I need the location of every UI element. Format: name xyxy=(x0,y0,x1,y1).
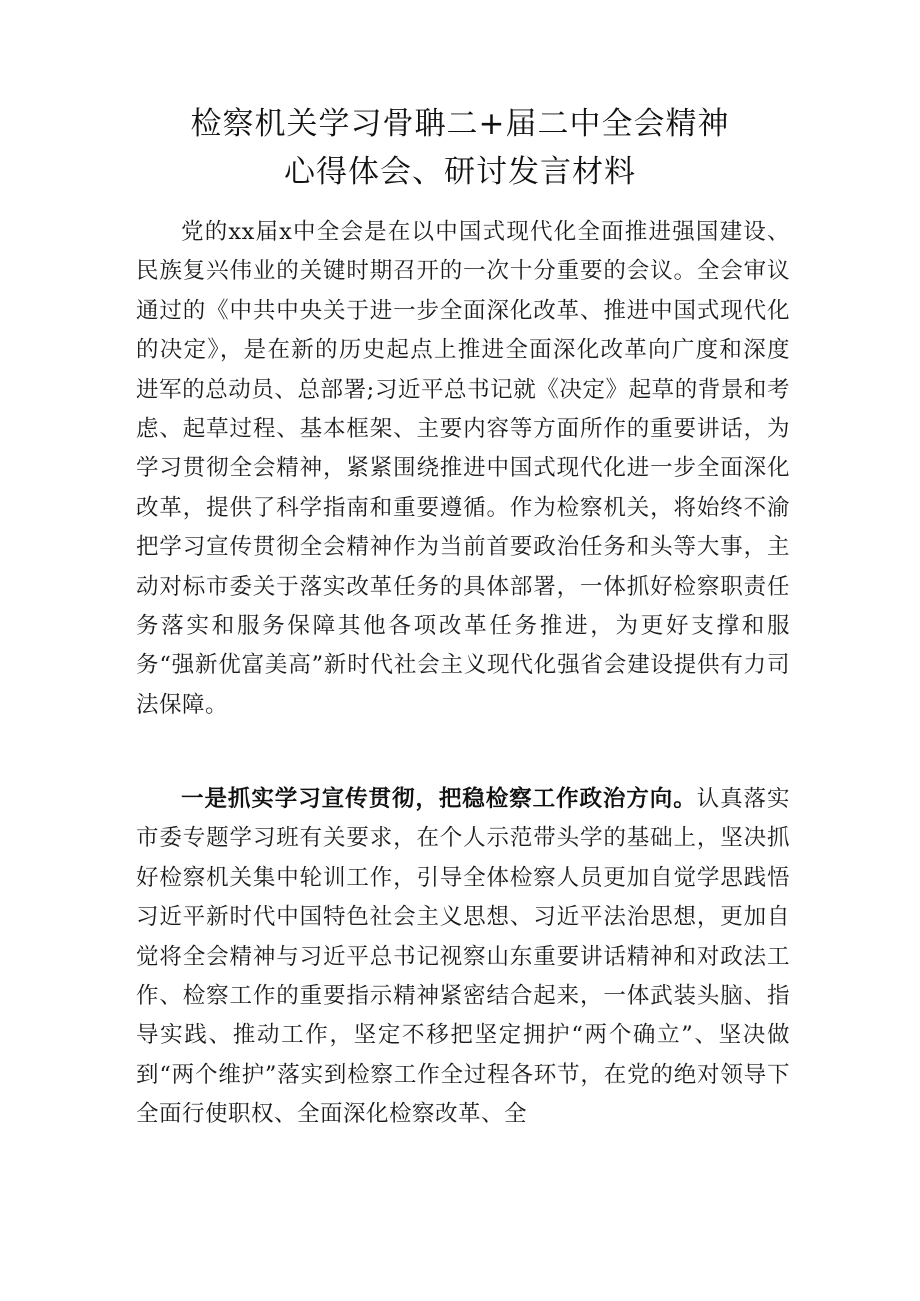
paragraph-intro: 党的xx届x中全会是在以中国式现代化全面推进强国建设、民族复兴伟业的关键时期召开的一次十分重要的会议。全会审议通过的《中共中央关于进一步全面深化改革、推进中国式现代化的决定》，是在新的历史起点上推进全面深化改革向广度和深度进军的总动员、总部署;习近平总书记就《决定》起草的背景和考虑、起草过程、基本框架、主要内容等方面所作的重要讲话，为学习贯彻全会精神，紧紧围绕推进中国式现代化进一步全面深化改革，提供了科学指南和重要遵循。作为检察机关，将始终不渝把学习宣传贯彻全会精神作为当前首要政治任务和头等大事，主动对标市委关于落实改革任务的具体部署，一体抓好检察职责任务落实和服务保障其他各项改革任务推进，为更好支撑和服务“强新优富美高”新时代社会主义现代化强省会建设提供有力司法保障。 xyxy=(136,219,790,718)
section-one-body: 认真落实市委专题学习班有关要求，在个人示范带头学的基础上，坚决抓好检察机关集中轮训工作，引导全体检察人员更加自觉学思践悟习近平新时代中国特色社会主义思想、习近平法治思想，更加自觉将全会精神与习近平总书记视察山东重要讲话精神和对政法工作、检察工作的重要指示精神紧密结合起来，一体武装头脑、指导实践、推动工作，坚定不移把坚定拥护“两个确立”、坚决做到“两个维护”落实到检察工作全过程各环节，在党的绝对领导下全面行使职权、全面深化检察改革、全 xyxy=(136,786,790,1128)
document-title-line2: 心得体会、研讨发言材料 xyxy=(284,154,636,190)
paragraph-section-one xyxy=(136,780,790,1135)
document-title-line1: 检察机关学习骨聃二+届二中全会精神 xyxy=(190,106,730,142)
section-one-heading: 一是抓实学习宣传贯彻，把稳检察工作政治方向。 xyxy=(181,786,697,812)
